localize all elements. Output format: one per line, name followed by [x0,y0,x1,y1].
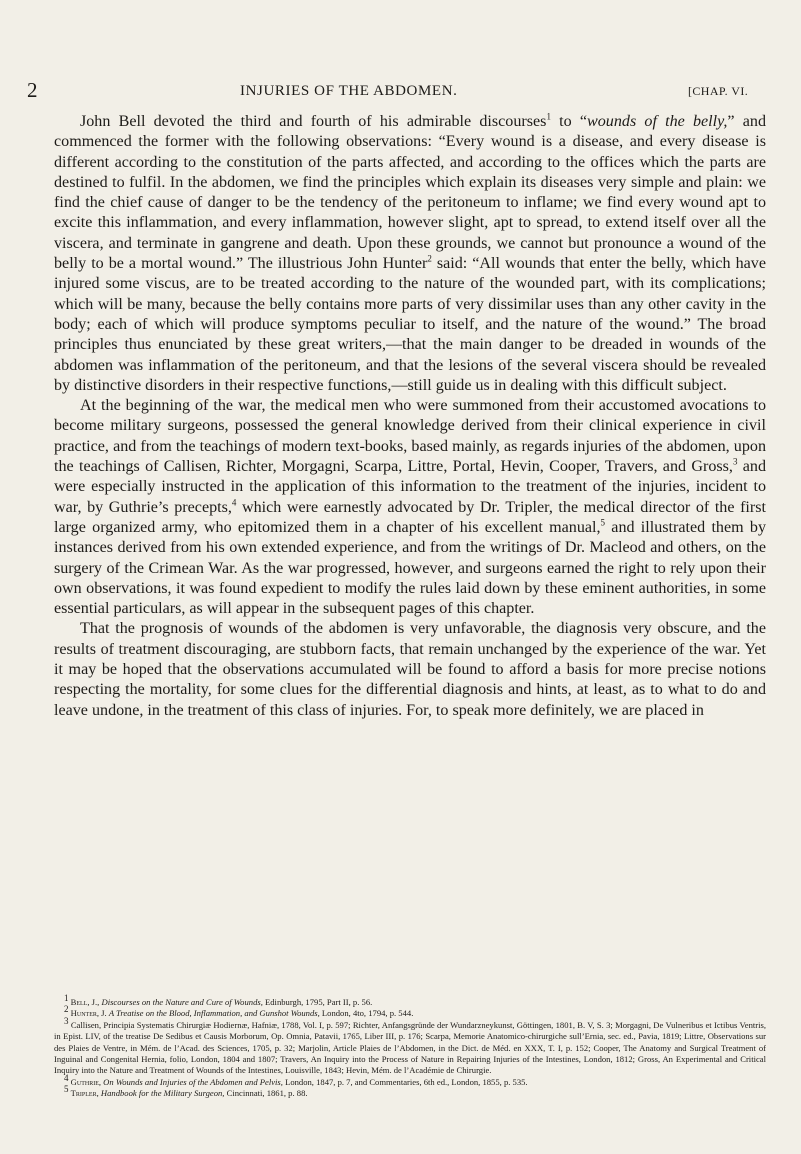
footnote-1 [54,993,766,1008]
text-run: ” and commenced the former with the following observations: “Every wound is a disease, and every disease is different according to the constitution of the parts affected, and according to the offices which the parts are destined to fulfil. In the abdomen, we find the principles which explain its diseases very simple and plain: we find the chief cause of danger to be the tendency of the peritoneum to inflame; we find every wound apt to excite this inflammation, and every inflammation, however slight, apt to spread, to extend itself over all the viscera, and terminate in gangrene and death. Upon these grounds, we cannot but pronounce a wound of the belly to be a mortal wound.” The illustrious John Hunter [54,113,767,273]
footnote-text: London, 4to, 1794, p. 544. [319,1008,414,1019]
footnote-2 [54,1004,766,1019]
text-run: and illustrated them by instances derived from his own extended experience, and from the writings of Dr. Macleod and others, on the surgery of the Crimean War. As the war progressed, however, and surgeons earned the right to rely upon their own observations, it was found expedient to modify the rules laid down by these eminent authorities, in some essential particulars, as will appear in the subsequent pages of this chapter. [54,518,767,618]
text-run: At the beginning of the war, the medical men who were summoned from their accustomed avocations to become military surgeons, possessed the general knowledge derived from their clinical experience in civil practice, and from the teachings of modern text-books, based mainly, as regards injuries of the abdomen, upon the teachings of Callisen, Richter, Morgagni, Scarpa, Littre, Portal, Hevin, Cooper, Travers, and Gross, [54,397,766,476]
paragraph-2 [54,396,766,619]
footnote-number: 2 [64,1004,69,1015]
text-run: John Bell devoted the third and fourth of his admirable discourses [80,113,547,130]
paragraph-3 [54,619,766,720]
footnote-text: Edinburgh, 1795, Part II, p. 56. [262,997,373,1007]
footnote-author: Guthrie, [70,1076,102,1087]
emphasis-text: wounds of the belly, [587,113,728,130]
page-header [0,78,801,102]
footnote-number: 4 [64,1072,69,1083]
footnote-title: Discourses on the Nature and Cure of Wounds, [101,997,263,1007]
footnote-text: Cincinnati, 1861, p. 88. [224,1088,308,1099]
footnote-3 [54,1015,766,1077]
footnote-ref-1: 1 [546,111,551,122]
text-run: said: “All wounds that enter the belly, which have injured some viscus, are to be treated according to the nature of the wounded part, with its complications; which will be many, because the belly contains more parts of very dissimilar uses than any other cavity in the body; each of which will produce symptoms peculiar to itself, and the nature of the wound.” The broad principles thus enunciated by these great writers,—that the main danger to be dreaded in wounds of the abdomen was inflammation of the peritoneum, and that the lesions of the several viscera should be revealed by distinctive disorders in their respective functions,—still guide us in dealing with this difficult subject. [54,255,766,394]
footnote-ref-5: 5 [600,517,606,528]
chapter-label: [CHAP. VI. [688,84,749,98]
footnote-4 [54,1072,766,1088]
paragraph-1 [54,112,766,396]
footnotes [54,993,766,1100]
footnote-text: London, 1847, p. 7, and Commentaries, 6th ed., London, 1855, p. 535. [282,1076,528,1087]
footnote-author: Tripler, [70,1088,99,1099]
text-run: to “ [550,113,588,130]
footnote-ref-3: 3 [732,456,738,467]
footnote-number: 1 [64,993,69,1004]
page-number: 2 [27,78,38,102]
footnote-author: Bell, J., [70,997,100,1007]
running-title: INJURIES OF THE ABDOMEN. [240,83,458,99]
footnote-title: On Wounds and Injuries of the Abdomen and Pelvis, [103,1076,283,1087]
footnote-ref-4: 4 [231,497,237,508]
footnote-text: Callisen, Principia Systematis Chirurgiæ Hodiernæ, Hafniæ, 1788, Vol. I, p. 597; Richter, Anfangsgründe der Wundarzneykunst, Göttingen, 1801, B. V, S. 3; Morgagni, De Vulneribus et Ictibus Ventris, in Epist. LIV, of the treatise De Sedibus et Causis Morborum, Op. Omnia, Patavii, 1765, Liber III, p. 176; Scarpa, Memorie Anatomico-chirurgiche sull’Ernia, sec. ed., Pavia, 1819; Littre, Observations sur des Plaies de Ventre, in Mém. de l’Acad. des Sciences, 1705, p. 32; Marjolin, Article Plaies de l’Abdomen, in the Dict. de Méd. en XXX, T. I, p. 152; Cooper, The Anatomy and Surgical Treatment of Inguinal and Congenital Hernia, folio, London, 1804 and 1807; Travers, An Inquiry into the Process of Nature in Repairing Injuries of the Intestines, London, 1812; Gross, An Experimental and Critical Inquiry into the Nature and Treatment of Wounds of the Intestines, Louisville, 1843; Hevin, Mém. de l’Académie de Chirurgie. [54,1019,766,1076]
footnote-title: A Treatise on the Blood, Inflammation, and Gunshot Wounds, [108,1008,320,1019]
text-run: That the prognosis of wounds of the abdomen is very unfavorable, the diagnosis very obscure, and the results of treatment discouraging, are stubborn facts, that remain unchanged by the experience of the war. Yet it may be hoped that the observations accumulated will be found to afford a basis for more precise notions respecting the mortality, for some clues for the differential diagnosis and hints, at least, as to what to do and leave undone, in the treatment of this class of injuries. For, to speak more definitely, we are placed in [54,620,766,719]
footnote-number: 3 [64,1015,69,1026]
footnote-ref-2: 2 [427,253,432,264]
footnote-number: 5 [64,1084,69,1095]
text-run: and were especially instructed in the application of this information to the treatment of the injuries, incident to war, by Guthrie’s precepts, [54,458,767,516]
footnote-author: Hunter, J. [70,1008,107,1019]
footnote-5 [54,1084,766,1099]
body-text [54,112,766,721]
footnote-title: Handbook for the Military Surgeon, [100,1088,225,1099]
text-run: which were earnestly advocated by Dr. Tripler, the medical director of the first large organized army, who epitomized them in a chapter of his excellent manual, [54,498,766,536]
